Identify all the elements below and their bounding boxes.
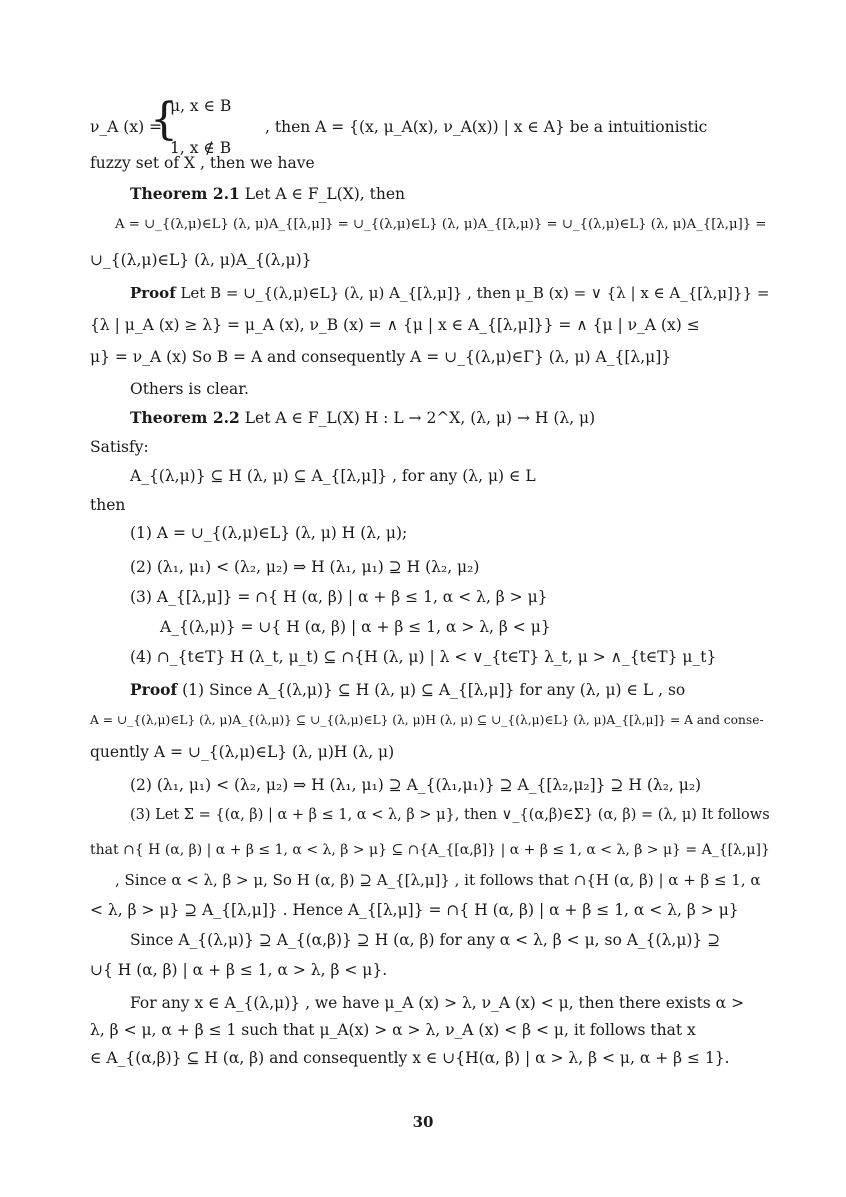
text-line: λ, β < μ, α + β ≤ 1 such that μ_A(x) > α > λ, ν_A (x) < β < μ, it follows that x — [90, 1021, 696, 1039]
equation-line: A = ∪_{(λ,μ)∈L} (λ, μ)A_{[λ,μ]} = ∪_{(λ,μ)∈L} (λ, μ)A_{[λ,μ)} = ∪_{(λ,μ)∈L} (λ, μ)A_{[λ,μ]} = — [115, 217, 767, 232]
text-line: ∈ A_{(α,β)} ⊆ H (α, β) and consequently x ∈ ∪{H(α, β) | α > λ, β < μ, α + β ≤ 1}. — [90, 1049, 730, 1067]
text-line: {λ | μ_A (x) ≥ λ} = μ_A (x), ν_B (x) = ∧ {μ | x ∈ A_{[λ,μ]}} = ∧ {μ | ν_A (x) ≤ — [90, 316, 700, 334]
theorem-text: Let A ∈ F_L(X), then — [244, 185, 406, 203]
text-line: that ∩{ H (α, β) | α + β ≤ 1, α < λ, β > μ} ⊆ ∩{A_{[α,β]} | α + β ≤ 1, α < λ, β > μ} = A_{[λ,μ]} — [90, 842, 770, 858]
piecewise-lhs: ν_A (x) = — [90, 118, 163, 136]
text-line: Since A_{(λ,μ)} ⊇ A_{(α,β)} ⊇ H (α, β) for any α < λ, β < μ, so A_{(λ,μ)} ⊇ — [130, 931, 721, 949]
text-line: quently A = ∪_{(λ,μ)∈L} (λ, μ)H (λ, μ) — [90, 743, 395, 761]
item-2: (2) (λ₁, μ₁) < (λ₂, μ₂) ⇒ H (λ₁, μ₁) ⊇ H (λ₂, μ₂) — [130, 558, 480, 576]
text-line: For any x ∈ A_{(λ,μ)} , we have μ_A (x) > λ, ν_A (x) < μ, then there exists α > — [130, 994, 745, 1012]
proof-paragraph — [130, 680, 685, 700]
theorem-text: Let A ∈ F_L(X) H : L → 2^X, (λ, μ) → H (λ, μ) — [244, 409, 596, 427]
proof-heading: Proof — [130, 680, 178, 699]
theorem-heading: Theorem 2.1 — [130, 184, 240, 203]
proof-paragraph — [130, 283, 769, 303]
text-line: Satisfy: — [90, 438, 149, 456]
theorem-2-2 — [130, 408, 595, 428]
text-line: (3) Let Σ = {(α, β) | α + β ≤ 1, α < λ, β > μ}, then ∨_{(α,β)∈Σ} (α, β) = (λ, μ) It follows — [130, 807, 770, 823]
text-line: < λ, β > μ} ⊇ A_{[λ,μ]} . Hence A_{[λ,μ]} = ∩{ H (α, β) | α + β ≤ 1, α < λ, β > μ} — [90, 901, 739, 919]
item-3: (3) A_{[λ,μ]} = ∩{ H (α, β) | α + β ≤ 1, α < λ, β > μ} — [130, 588, 548, 606]
page-number: 30 — [412, 1113, 434, 1131]
piecewise-case-2: 1, x ∉ B — [170, 139, 232, 157]
piecewise-then: , then A = {(x, μ_A(x), ν_A(x)) | x ∈ A} be a intuitionistic — [265, 118, 708, 136]
text-line: (2) (λ₁, μ₁) < (λ₂, μ₂) ⇒ H (λ₁, μ₁) ⊇ A_{(λ₁,μ₁)} ⊇ A_{[λ₂,μ₂]} ⊇ H (λ₂, μ₂) — [130, 776, 702, 794]
proof-text: (1) Since A_{(λ,μ)} ⊆ H (λ, μ) ⊆ A_{[λ,μ]} for any (λ, μ) ∈ L , so — [182, 681, 686, 699]
text-line: , Since α < λ, β > μ, So H (α, β) ⊇ A_{[λ,μ]} , it follows that ∩{H (α, β) | α + β ≤ 1, α — [115, 871, 761, 889]
piecewise-case-1: μ, x ∈ B — [170, 97, 232, 115]
item-3-cont: A_{(λ,μ)} = ∪{ H (α, β) | α + β ≤ 1, α > λ, β < μ} — [160, 618, 551, 636]
text-line: Others is clear. — [130, 380, 249, 398]
text-line: μ} = ν_A (x) So B = A and consequently A = ∪_{(λ,μ)∈Γ} (λ, μ) A_{[λ,μ]} — [90, 348, 672, 366]
piecewise-brace: { — [150, 94, 178, 145]
item-4: (4) ∩_{t∈T} H (λ_t, μ_t) ⊆ ∩{H (λ, μ) | λ < ∨_{t∈T} λ_t, μ > ∧_{t∈T} μ_t} — [130, 648, 717, 666]
text-line: then — [90, 496, 126, 514]
equation-line: A_{(λ,μ)} ⊆ H (λ, μ) ⊆ A_{[λ,μ]} , for any (λ, μ) ∈ L — [130, 467, 536, 485]
equation-line: ∪_{(λ,μ)∈L} (λ, μ)A_{(λ,μ)} — [90, 251, 312, 269]
theorem-heading: Theorem 2.2 — [130, 408, 240, 427]
text-line: ∪{ H (α, β) | α + β ≤ 1, α > λ, β < μ}. — [90, 961, 388, 979]
proof-heading: Proof — [130, 284, 176, 302]
equation-line: A = ∪_{(λ,μ)∈L} (λ, μ)A_{(λ,μ)} ⊆ ∪_{(λ,μ)∈L} (λ, μ)H (λ, μ) ⊆ ∪_{(λ,μ)∈L} (λ, μ)A_{[λ,μ]} = A and conse- — [90, 713, 764, 727]
theorem-2-1 — [130, 184, 405, 204]
proof-text: Let B = ∪_{(λ,μ)∈L} (λ, μ) A_{[λ,μ]} , then μ_B (x) = ∨ {λ | x ∈ A_{[λ,μ]}} = — [180, 284, 770, 302]
text-line: fuzzy set of X , then we have — [90, 154, 315, 172]
item-1: (1) A = ∪_{(λ,μ)∈L} (λ, μ) H (λ, μ); — [130, 524, 408, 542]
